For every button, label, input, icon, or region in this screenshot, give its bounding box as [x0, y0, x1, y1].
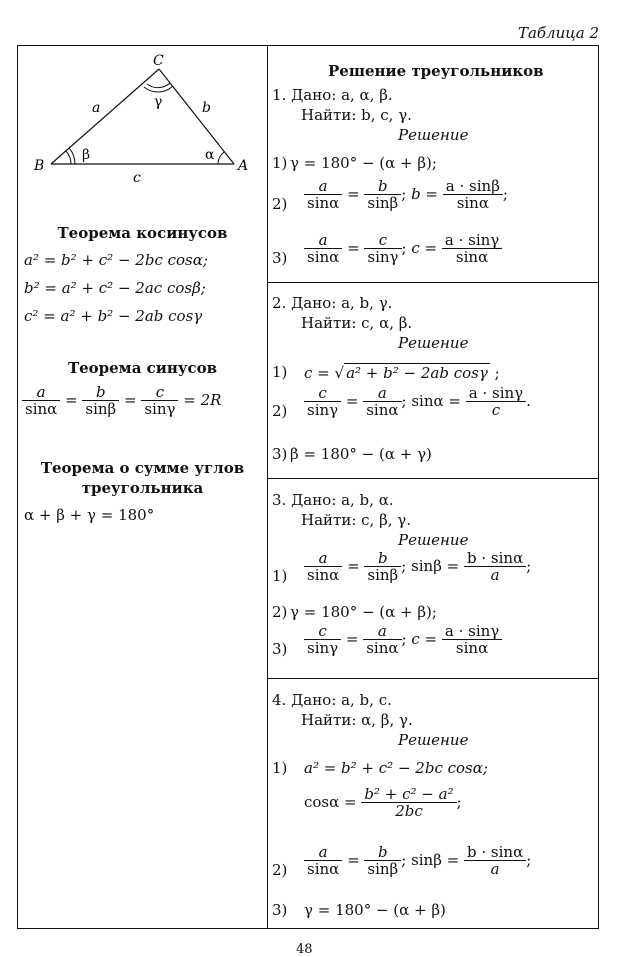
vertex-a-label: A [238, 158, 249, 174]
angle-gamma-arc [147, 83, 170, 88]
case-2-step-2: $\frac{c}{\sin\gamma}$ = $\frac{a}{\sin\alpha}$ ; sinα = $\frac{a \cdot \sin\gamma}{c}$ . [304, 386, 531, 418]
case-4-step-2-num: 2) [272, 861, 288, 879]
case-4 [268, 678, 598, 929]
case-3-solution-heading: Решение [398, 531, 469, 549]
sine-den-beta: sinβ [82, 400, 119, 417]
case-1-step-1-num: 1) [272, 154, 288, 172]
angle-beta-label: β [82, 147, 91, 163]
sine-theorem-title: Теорема синусов [67, 359, 218, 377]
case-4-solution-heading: Решение [398, 731, 469, 749]
case-1-find: Найти: b, c, γ. [301, 106, 412, 124]
case-2-step-1-num: 1) [272, 363, 288, 381]
case-1-step-3-num: 3) [272, 249, 288, 267]
sine-result: = 2R [183, 391, 222, 409]
cosine-formula-a: a² = b² + c² − 2bc cosα; [24, 251, 208, 269]
case-4-step-2: $\frac{a}{\sin\alpha}$ = $\frac{b}{\sin\beta}$ ; sinβ = $\frac{b \cdot \sin\alpha}{a}$ ; [304, 845, 531, 877]
cosine-formula-c: c² = a² + b² − 2ab cosγ [24, 307, 203, 325]
sine-den-gamma: sinγ [141, 400, 178, 417]
angle-beta-arc-2 [69, 148, 75, 164]
case-2-step-2-num: 2) [272, 402, 288, 420]
side-a-line [51, 69, 159, 164]
table-caption: Таблица 2 [517, 24, 599, 42]
case-1-step-3: $\frac{a}{\sin\alpha}$ = $\frac{c}{\sin\gamma}$ ; c = $\frac{a \cdot \sin\gamma}{\sin\alpha}$ [304, 233, 502, 265]
angle-alpha-arc [218, 152, 224, 164]
case-3-given: 3. Дано: a, b, α. [272, 491, 394, 509]
theory-column [18, 46, 267, 928]
case-1-given: 1. Дано: a, α, β. [272, 86, 393, 104]
case-3-step-3-num: 3) [272, 640, 288, 658]
case-2-given: 2. Дано: a, b, γ. [272, 294, 393, 312]
vertex-b-label: B [34, 158, 45, 174]
formula-table [17, 45, 599, 929]
solutions-title: Решение треугольников [328, 62, 544, 80]
side-c-label: c [133, 170, 141, 186]
side-b-line [159, 69, 234, 164]
case-1-step-2-num: 2) [272, 195, 288, 213]
case-4-find: Найти: α, β, γ. [301, 711, 413, 729]
angle-sum-title-line1: Теорема о сумме углов [40, 459, 245, 477]
sine-num-a: a [36, 383, 46, 401]
sine-num-c: c [155, 383, 165, 401]
case-2-step-3: β = 180° − (α + γ) [290, 445, 432, 463]
case-3-find: Найти: c, β, γ. [301, 511, 412, 529]
sine-den-alpha: sinα [22, 400, 60, 417]
side-a-label: a [92, 100, 101, 116]
angle-sum-title-line2: треугольника [81, 479, 204, 497]
case-3-step-1-num: 1) [272, 567, 288, 585]
case-1 [268, 82, 598, 282]
vertex-c-label: C [153, 53, 164, 69]
sine-num-b: b [96, 383, 106, 401]
case-3-step-3: $\frac{c}{\sin\gamma}$ = $\frac{a}{\sin\alpha}$ ; c = $\frac{a \cdot \sin\gamma}{\sin\alpha}$ [304, 624, 502, 656]
case-4-given: 4. Дано: a, b, c. [272, 691, 392, 709]
case-4-step-1b: cosα = $\frac{\text{b² + c² − a²}}{2bc}$ ; [304, 785, 462, 820]
case-2-step-3-num: 3) [272, 445, 288, 463]
case-3-step-2: γ = 180° − (α + β); [290, 603, 437, 621]
triangle-diagram [18, 46, 267, 196]
case-1-solution-heading: Решение [398, 126, 469, 144]
case-1-step-2: $\frac{a}{\sin\alpha}$ = $\frac{b}{\sin\beta}$ ; b = $\frac{a \cdot \sin\beta}{\sin\alpha}$ ; [304, 179, 508, 211]
case-2-solution-heading: Решение [398, 334, 469, 352]
case-4-step-1a: a² = b² + c² − 2bc cosα; [304, 759, 488, 777]
case-2 [268, 282, 598, 479]
cosine-theorem-title: Теорема косинусов [57, 224, 228, 242]
case-2-find: Найти: c, α, β. [301, 314, 413, 332]
solutions-column [268, 46, 598, 928]
case-3 [268, 478, 598, 679]
case-4-step-1-num: 1) [272, 759, 288, 777]
sine-formula: $\frac{a}{\sin\alpha}$ = $\frac{b}{\sin\beta}$ = $\frac{c}{\sin\gamma}$ = 2R [22, 385, 221, 417]
case-2-step-1: c = √ a² + b² − 2ab cosγ ; [304, 364, 500, 382]
cosine-formula-b: b² = a² + c² − 2ac cosβ; [24, 279, 206, 297]
case-1-step-1: γ = 180° − (α + β); [290, 154, 437, 172]
angle-sum-formula: α + β + γ = 180° [24, 506, 155, 524]
angle-alpha-label: α [205, 147, 215, 163]
case-4-step-3: γ = 180° − (α + β) [304, 901, 446, 919]
case-4-step-3-num: 3) [272, 901, 288, 919]
case-3-step-2-num: 2) [272, 603, 288, 621]
angle-beta-arc [66, 151, 71, 164]
case-3-step-1: $\frac{a}{\sin\alpha}$ = $\frac{b}{\sin\beta}$ ; sinβ = $\frac{b \cdot \sin\alpha}{a}$ ; [304, 551, 531, 583]
angle-gamma-label: γ [154, 94, 163, 110]
side-b-label: b [202, 100, 211, 116]
angle-gamma-arc-2 [144, 86, 173, 92]
page-number: 48 [296, 942, 313, 957]
